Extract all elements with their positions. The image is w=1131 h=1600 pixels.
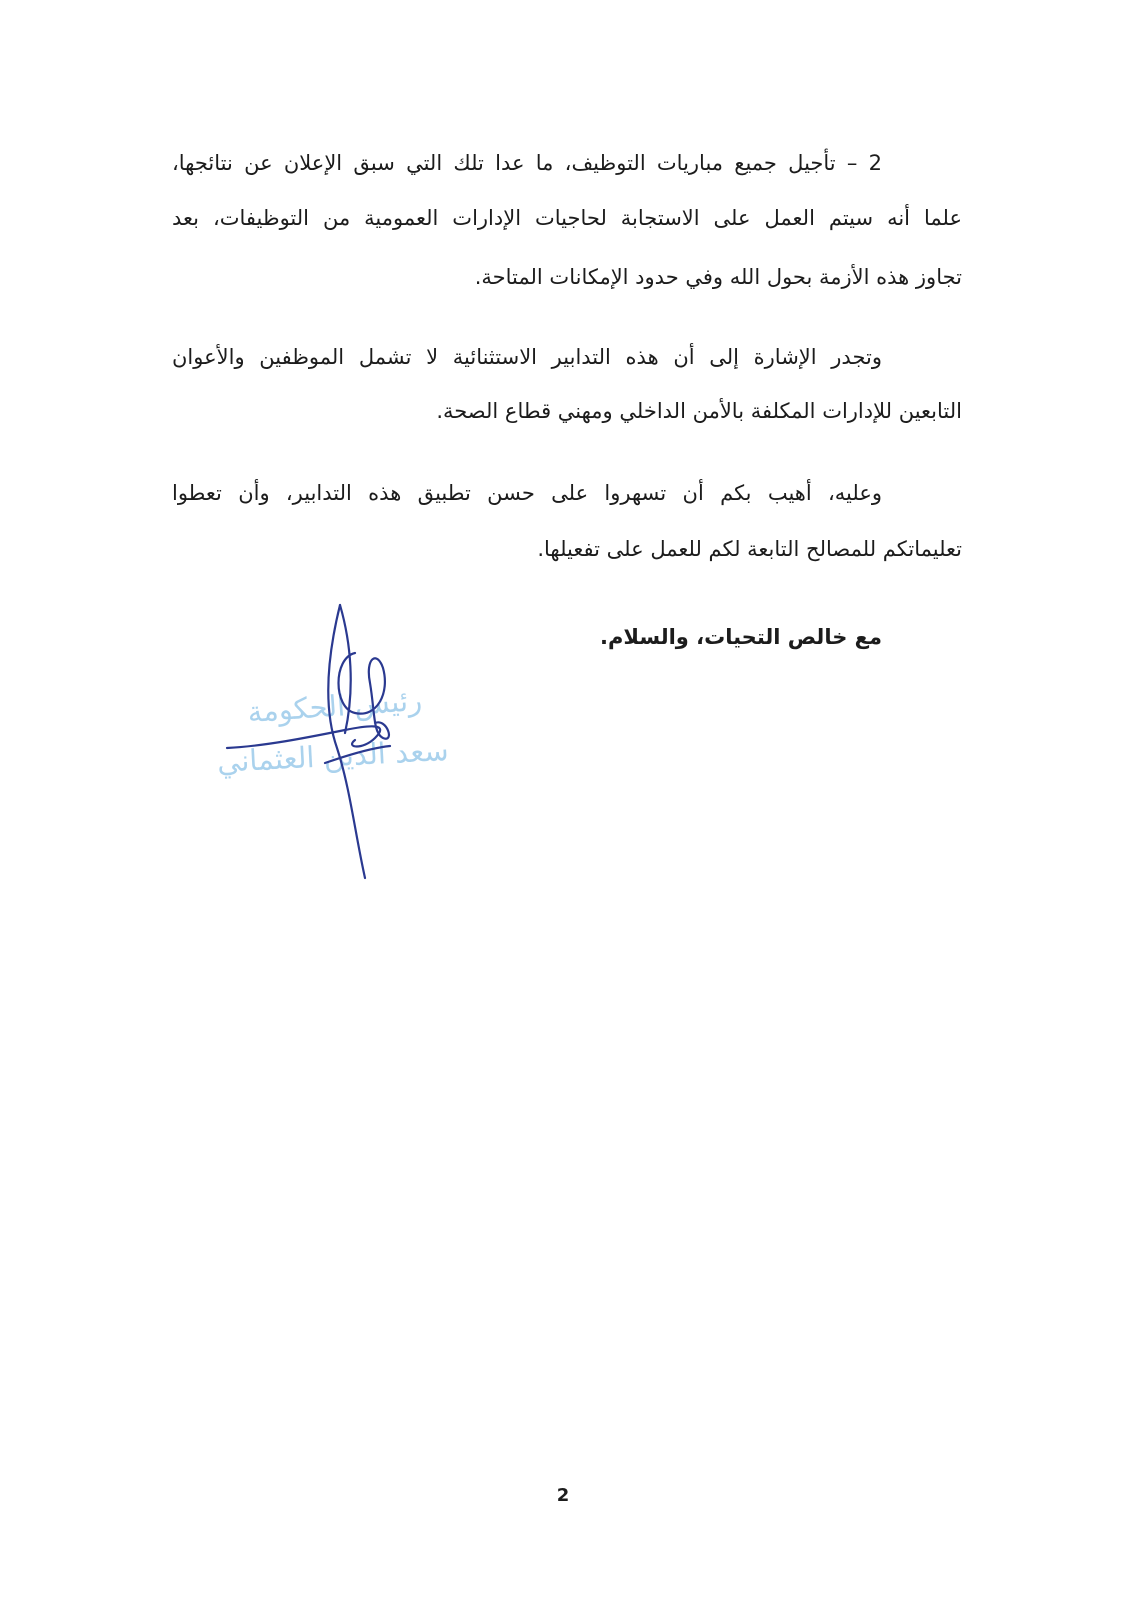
signature-block <box>205 598 475 898</box>
paragraph-2-line-1: وتجدر الإشارة إلى أن هذه التدابير الاستثنائية لا تشمل الموظفين والأعوان <box>172 345 882 369</box>
paragraph-3-line-2: تعليماتكم للمصالح التابعة لكم للعمل على تفعيلها. <box>537 537 962 561</box>
paragraph-3-line-1: وعليه، أهيب بكم أن تسهروا على حسن تطبيق هذه التدابير، وأن تعطوا <box>172 481 882 505</box>
paragraph-2-line-2: التابعين للإدارات المكلفة بالأمن الداخلي ومهني قطاع الصحة. <box>436 399 962 423</box>
page-number: 2 <box>556 1485 570 1506</box>
stamp-name: سعد الدين العثماني <box>216 732 450 780</box>
stamp-title: رئيس الحكومة <box>246 682 424 730</box>
paragraph-1-line-3: تجاوز هذه الأزمة بحول الله وفي حدود الإمكانات المتاحة. <box>474 265 962 289</box>
paragraph-1-line-1: 2 – تأجيل جميع مباريات التوظيف، ما عدا تلك التي سبق الإعلان عن نتائجها، <box>172 151 882 175</box>
closing-salutation: مع خالص التحيات، والسلام. <box>600 625 882 649</box>
paragraph-1-line-2: علما أنه سيتم العمل على الاستجابة لحاجيات الإدارات العمومية من التوظيفات، بعد <box>172 206 962 230</box>
